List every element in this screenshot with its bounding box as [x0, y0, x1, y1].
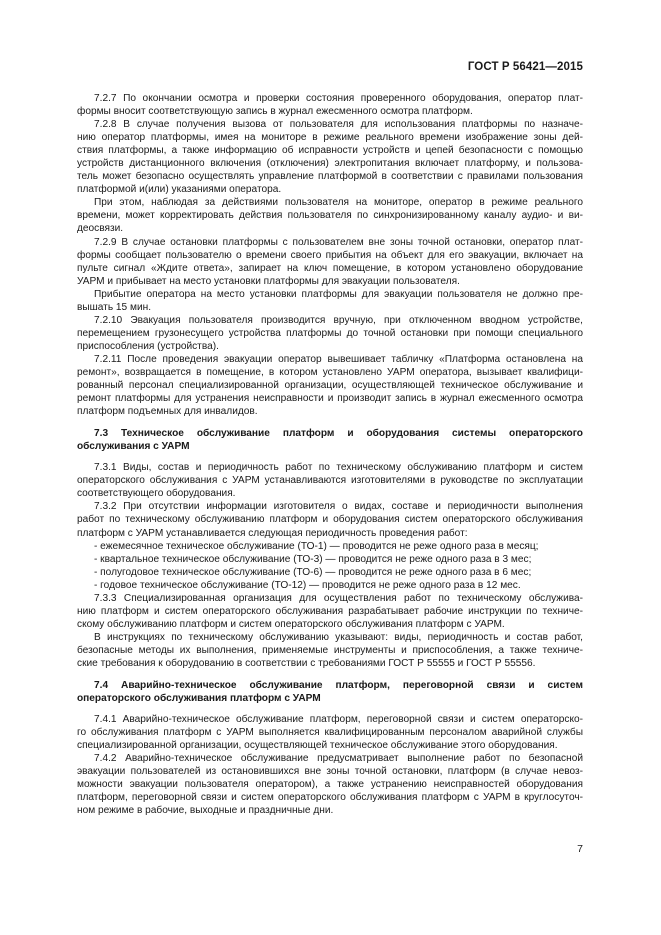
text-line: 7.2.9 В случае остановки платформы с пользователем вне зоны точной остановки, оператор плат-: [94, 236, 583, 248]
list-item: - годовое техническое обслуживание (ТО-12) — проводится не реже одного раза в 12 мес.: [94, 579, 521, 591]
text-line: времени, может корректировать действия пользователя по синхронизированному каналу аудио- и ви-: [77, 210, 583, 222]
text-line: вышать 15 мин.: [77, 301, 152, 313]
text-line: можности эвакуации пользователя оператором), а также устранению неисправностей оборудования: [77, 779, 583, 791]
paragraph: [77, 92, 583, 118]
text-line: тель может безопасно осуществлять управление платформой в соответствии с правилами пользования: [77, 171, 583, 183]
text-line: ские требования к оборудованию в соответствии с требованиями ГОСТ Р 55555 и ГОСТ Р 55556.: [77, 657, 536, 669]
paragraph: [77, 288, 583, 314]
spacer: [77, 705, 583, 713]
text-line: работ по техническому обслуживанию платформ и оборудования систем операторского обслуживания: [77, 514, 583, 526]
text-line: 7.4.1 Аварийно-техническое обслуживание платформ, переговорной связи и систем операторско-: [94, 714, 583, 726]
text-line: специализированной организации, осуществляющей техническое обслуживание этого оборудования.: [77, 740, 558, 752]
text-line: платформ с УАРМ устанавливается следующая периодичность проведения работ:: [77, 527, 468, 539]
text-line: перемещением грузонесущего устройства платформы до точной остановки при помощи специального: [77, 327, 583, 339]
maintenance-periodicity-list: [77, 540, 583, 592]
list-item: - квартальное техническое обслуживание (ТО-3) — проводится не реже одного раза в 3 мес;: [94, 553, 532, 565]
text-line: го обслуживания платформ с УАРМ выполняется квалифицированным персоналом аварийной службы: [77, 727, 583, 739]
paragraph: [77, 236, 583, 288]
text-line: соответствующего оборудования.: [77, 488, 236, 500]
text-line: скому обслуживанию платформ и систем операторского обслуживания платформ с УАРМ.: [77, 618, 505, 630]
text-line: нию оператор платформы, имея на мониторе в режиме реального времени изображение зоны дей-: [77, 132, 583, 144]
section-heading: [77, 679, 583, 705]
paragraph: [77, 353, 583, 418]
paragraph: [77, 461, 583, 500]
text-line: устройств дистанционного включения (отключения) электропитания включает платформу, и пользова-: [77, 158, 583, 170]
text-line: платформой и(или) указаниями оператора.: [77, 184, 282, 196]
text-line: 7.4.2 Аварийно-техническое обслуживание предусматривает выполнение работ по безопасной: [94, 753, 583, 765]
text-line: ремонт платформы для устранения неисправности и производит запись в журнал ежесменного осмотра: [77, 393, 583, 405]
text-line: ном режиме в рабочие, выходные и праздничные дни.: [77, 805, 334, 817]
paragraph: [77, 713, 583, 752]
text-line: ремонт», возвращается в помещение, в котором установлено УАРМ оператора, вызывает квалифици-: [77, 366, 583, 378]
text-line: обслуживания с УАРМ: [77, 441, 190, 453]
text-line: При этом, наблюдая за действиями пользователя на мониторе, оператор в режиме реального: [94, 197, 583, 209]
text-line: пульте сигнал «Ждите ответа», запирает на ключ помещение, в котором установлено оборудование: [77, 262, 583, 274]
text-line: В инструкциях по техническому обслуживанию указывают: виды, периодичность и состав работ,: [94, 631, 583, 643]
text-line: формы вносит соответствующую запись в журнал ежесменного осмотра платформ.: [77, 106, 473, 118]
text-line: платформ подъемных для инвалидов.: [77, 406, 258, 418]
text-line: 7.2.7 По окончании осмотра и проверки состояния проверенного оборудования, оператор плат-: [94, 93, 583, 104]
paragraph: [77, 752, 583, 817]
text-line: ствия платформы, а также информацию об исправности устройств и цепей безопасности с помощью: [77, 145, 583, 157]
text-line: 7.3.1 Виды, состав и периодичность работ по техническому обслуживанию платформ и систем: [94, 462, 583, 474]
page-number: 7: [577, 843, 583, 855]
list-item: - полугодовое техническое обслуживание (ТО-6) — проводится не реже одного раза в 6 мес;: [94, 566, 532, 578]
document-body: [77, 92, 583, 817]
text-line: УАРМ и прибывает на место установки платформы для эвакуации пользователя.: [77, 275, 460, 287]
text-line: 7.2.10 Эвакуация пользователя производится вручную, при отключенном вводном устройстве,: [94, 314, 583, 326]
text-line: операторского обслуживания с УАРМ устанавливаются изготовителями в руководстве по эксплуатации: [77, 475, 583, 487]
text-line: 7.2.8 В случае получения вызова от пользователя для использования платформы по назначе-: [94, 119, 583, 131]
text-line: 7.3 Техническое обслуживание платформ и оборудования системы операторского: [94, 428, 583, 440]
paragraph: [77, 196, 583, 235]
text-line: 7.2.11 После проведения эвакуации оператор вывешивает табличку «Платформа остановлена на: [94, 353, 583, 365]
document-header-id: ГОСТ Р 56421—2015: [467, 61, 583, 73]
text-line: платформ, переговорной связи и систем операторского обслуживания платформ с УАРМ в круглосуточ-: [77, 792, 583, 804]
text-line: 7.3.2 При отсутствии информации изготовителя о видах, составе и периодичности выполнения: [94, 501, 583, 513]
text-line: приспособления (устройства).: [77, 340, 219, 352]
text-line: 7.4 Аварийно-техническое обслуживание платформ, переговорной связи и систем: [94, 680, 583, 692]
text-line: операторского обслуживания платформ с УАРМ: [77, 693, 321, 705]
text-line: формы сообщает пользователю о времени своего прибытия на объект для его эвакуации, включает на: [77, 249, 583, 261]
spacer: [77, 670, 583, 679]
spacer: [77, 418, 583, 427]
text-line: Прибытие оператора на место установки платформы для эвакуации пользователя не должно пре-: [94, 288, 583, 300]
paragraph: [77, 631, 583, 670]
section-heading: [77, 427, 583, 453]
paragraph: [77, 592, 583, 631]
text-line: нию платформ и систем операторского обслуживания разрабатывает рабочие инструкции по техниче-: [77, 605, 583, 617]
spacer: [77, 453, 583, 461]
list-item: - ежемесячное техническое обслуживание (ТО-1) — проводится не реже одного раза в месяц;: [94, 540, 539, 552]
text-line: деосвязи.: [77, 223, 124, 235]
paragraph: [77, 118, 583, 196]
paragraph: [77, 500, 583, 539]
paragraph: [77, 314, 583, 353]
text-line: эвакуации пользователей из остановившихся вне зоны точной остановки, платформ (в случае невоз-: [77, 766, 583, 778]
text-line: рованный персонал специализированной организации, осуществляющей техническое обслуживание и: [77, 380, 583, 392]
text-line: 7.3.3 Специализированная организация для осуществления работ по техническому обслужива-: [94, 592, 583, 604]
text-line: безопасные методы их выполнения, применяемые инструменты и приспособления, а также техниче-: [77, 644, 583, 656]
